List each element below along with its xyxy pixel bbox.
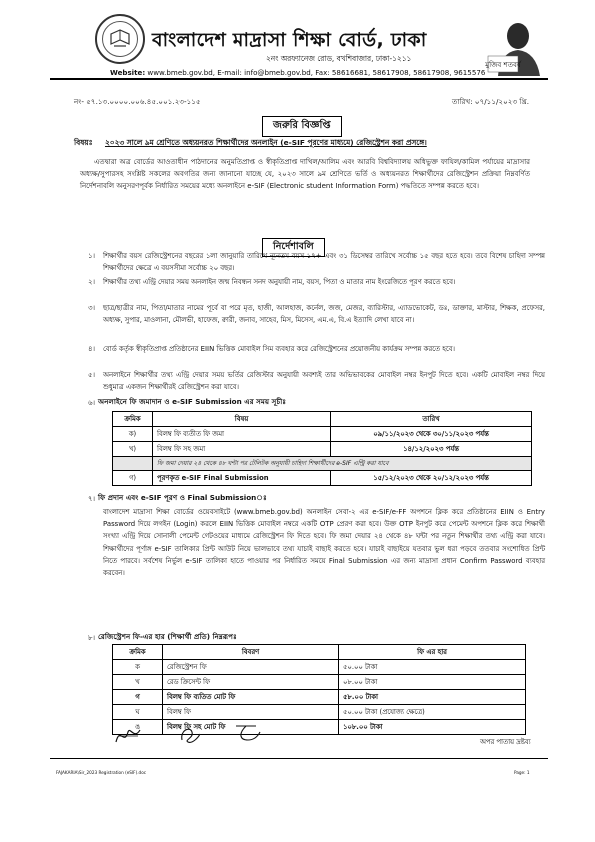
board-seal-icon	[95, 14, 145, 64]
board-address: ২নং অরফ্যানেজ রোড, বখশিবাজার, ঢাকা-১২১১	[266, 54, 412, 63]
memo-date: তারিখ: ০৭/১১/২০২৩ খ্রি.	[452, 97, 530, 106]
notice-heading: জরুরি বিজ্ঞপ্তি	[262, 116, 342, 137]
row-rate: ৫০.০০ টাকা (প্রযোজ্য ক্ষেত্রে)	[339, 705, 526, 720]
column-header: তারিখ	[331, 412, 532, 427]
instruction-item: শিক্ষার্থীর তথ্য এন্ট্রি দেয়ার সময় অনলাইন জন্ম নিবন্ধন সনদ অনুযায়ী নাম, বয়স, পিতা ও মাতার নাম ইংরেজিতে পূরণ করতে হবে।	[103, 278, 456, 286]
book-emblem-icon	[107, 26, 133, 52]
row-subject: বিলম্ব ফি ব্যতীত ফি জমা	[153, 427, 331, 442]
row-rate: ৫০.০০ টাকা	[339, 660, 526, 675]
column-header: বিষয়	[153, 412, 331, 427]
svg-text:মুজিব শতবর্ষ: মুজিব শতবর্ষ	[485, 61, 521, 69]
table-row	[113, 720, 526, 735]
instruction-item: শিক্ষার্থীর বয়স রেজিস্ট্রেশনের বছরের ১লা জানুয়ারি তারিখে ন্যূনতম বয়স ১৭+ এবং ৩১ ডিসেম্বর তারিখে সর্বোচ্চ ১৫ বছর হতে হবে। তবে বিশেষ চাহিদা সম্পন্ন শিক্ষার্থীদের ক্ষেত্রে এ বয়সসীমা সর্বোচ্চ ২০ বছর।	[103, 252, 545, 273]
schedule-heading: অনলাইনে ফি জমাদান ও e-SIF Submission এর সময় সূচীঃ	[98, 397, 287, 406]
row-date: ১৫/১২/২০২৩ থেকে ২০/১২/২০২৩ পর্যন্ত	[331, 471, 532, 486]
instruction-item: বোর্ড কর্তৃক স্বীকৃতিপ্রাপ্ত প্রতিষ্ঠানের EIIN ভিত্তিক মোবাইল সিম ব্যবহার করে রেজিস্ট্রেশনের প্রয়োজনীয় কার্যক্রম সম্পন্ন করতে হবে।	[103, 345, 455, 353]
table-note-row	[113, 457, 532, 471]
subject-label: বিষয়ঃ	[74, 138, 93, 147]
instruction-item: ছাত্র/ছাত্রীর নাম, পিতা/মাতার নামের পূর্বে বা পরে মৃত, হাজী, আলহাজ, কর্নেল, জজ, মেজর, ব্যারিস্টার, এ্যাডভোকেট, ডঃ, ডাক্তার, মাস্টার, শিক্ষক, প্রফেসর, অধ্যক্ষ, সুপার, মাওলানা, মৌলভী, হাফেজ, ক্বারী, জনাব, সাহেব, মিস, মিসেস, এম.এ, বি.এ ইত্যাদি লেখা যাবে না।	[103, 304, 545, 325]
item-number: ৩।	[88, 304, 96, 312]
fee-payment-paragraph: বাংলাদেশ মাদ্রাসা শিক্ষা বোর্ডের ওয়েবসাইটে (www.bmeb.gov.bd) অনলাইন সেবা-২ এর e-SIF/e-FF অপশনে ক্লিক করে প্রতিষ্ঠানের EIIN ও Entry Password দিয়ে লগইন (Login) করলে EIIN ভিত্তিক মোবাইল নম্বরে একটি OTP প্রেরণ করা হবে। উক্ত OTP ইনপুট করে পেমেন্ট অপশনে ক্লিক করে শিক্ষার্থী সংখ্যা এন্ট্রি দিয়ে সোনালী পেমেন্ট গেটওয়ের মাধ্যমে রেজিস্ট্রেশন ফি দিতে হবে। ফি জমা দেয়ার ২৪ থেকে ৪৮ ঘন্টা পর নতুন শিক্ষার্থীর তথ্য এন্ট্রি করা যাবে। শিক্ষার্থীদের পূর্ণাঙ্গ e-SIF তালিকার প্রিন্ট আউট নিয়ে ভালভাবে তথ্য যাচাই বাছাই করতে হবে। যাচাই বাছাইয়ে যতবার ভুল ধরা পড়বে ততবার সংশোধিত প্রিন্ট নিতে পারবে। সর্বশেষ নির্ভুল e-SIF তালিকা হাতে পাওয়ার পর নির্ধারিত সময়ে Final Submission এর জন্য মাদ্রাসা প্রধান Confirm Password ব্যবহার করবেন।	[103, 508, 545, 578]
intro-paragraph: এতদ্বারা অত্র বোর্ডের আওতাধীন পাঠদানের অনুমতিপ্রাপ্ত ও স্বীকৃতিপ্রাপ্ত দাখিল/আলিম এবং আরবি বিশ্ববিদ্যালয় অধিভুক্ত ফাযিল/কামিল পর্যায়ের মাদ্রাসার অধ্যক্ষ/সুপারসহ সংশ্লিষ্ট সকলের অবগতির জন্য জানানো যাচ্ছে যে, ২০২৩ সালে ৯ম শ্রেণিতে ভর্তি ও অধ্যয়নরত শিক্ষার্থীদের রেজিস্ট্রেশন প্রক্রিয়া নিম্নবর্ণিত নির্দেশনাবলি অনুসরণপূর্বক নির্ধারিত সময়ের মধ্যে অনলাইনে e-SIF (Electronic student Information Form) পদ্ধতিতে সম্পন্ন করতে হবে।	[80, 158, 530, 191]
subject-text: ২০২৩ সালে ৯ম শ্রেণিতে অধ্যয়নরত শিক্ষার্থীদের অনলাইন (e-SIF পূরণের মাধ্যমে) রেজিস্ট্রেশন করা প্রসঙ্গে।	[104, 138, 427, 147]
table-row	[113, 705, 526, 720]
table-row	[113, 675, 526, 690]
row-subject: বিলম্ব ফি সহ জমা	[153, 442, 331, 457]
footer-divider	[50, 758, 548, 759]
column-header: ক্রমিক	[113, 412, 153, 427]
item-number: ১।	[88, 252, 96, 260]
row-date: ০৯/১১/২০২৩ থেকে ৩০/১১/২০২৩ পর্যন্ত	[331, 427, 532, 442]
column-header: ক্রমিক	[113, 645, 163, 660]
instruction-item: অনলাইনে শিক্ষার্থীর তথ্য এন্ট্রি দেয়ার সময় ভর্তির রেজিস্টার অনুযায়ী অবশ্যই তার অভিভাবকের মোবাইল নম্বর ইনপুট দিতে হবে। একটি মোবাইল নম্বর দিয়ে শুধুমাত্র একজন শিক্ষার্থীরই রেজিস্ট্রেশন করা যাবে।	[103, 371, 545, 392]
signature-mark-3	[230, 720, 266, 746]
item-number: ৪।	[88, 345, 96, 353]
row-description: বিলম্ব ফি	[163, 705, 339, 720]
board-contact: Website: www.bmeb.gov.bd, E-mail: info@bmeb.gov.bd, Fax: 58616681, 58617908, 58617908, 9615576	[110, 68, 486, 77]
row-serial: ক	[113, 660, 163, 675]
row-serial: গ	[113, 690, 163, 705]
column-header: ফি এর হার	[339, 645, 526, 660]
item-number: ৮।	[88, 634, 96, 642]
item-number: ৬।	[88, 399, 96, 407]
row-serial: ক)	[113, 427, 153, 442]
row-serial: খ	[113, 675, 163, 690]
table-row	[113, 690, 526, 705]
column-header: বিবরণ	[163, 645, 339, 660]
row-rate: ৫৮.০০ টাকা	[339, 690, 526, 705]
row-rate: ১০৮.০০ টাকা	[339, 720, 526, 735]
table-header-row	[113, 645, 526, 660]
row-subject: পূরণকৃত e-SIF Final Submission	[153, 471, 331, 486]
row-description: রেড ক্রিসেন্ট ফি	[163, 675, 339, 690]
row-rate: ০৮.০০ টাকা	[339, 675, 526, 690]
item-number: ৫।	[88, 371, 96, 379]
mujib-centenary-portrait-icon	[484, 14, 548, 78]
continued-overleaf-note: অপর পাতায় দ্রষ্টব্য	[480, 738, 531, 746]
fee-payment-heading: ফি প্রদান এবং e-SIF পূরণ ও Final Submissionঃ	[98, 493, 267, 502]
fees-table	[112, 644, 526, 735]
table-header-row	[113, 412, 532, 427]
board-title: বাংলাদেশ মাদ্রাসা শিক্ষা বোর্ড, ঢাকা	[152, 29, 427, 51]
row-serial: গ)	[113, 471, 153, 486]
instructions-heading: নির্দেশাবলি	[262, 238, 325, 257]
row-description: বিলম্ব ফি ব্যতিত মোট ফি	[163, 690, 339, 705]
fees-heading: রেজিস্ট্রেশন ফি-এর হার (শিক্ষার্থী প্রতি) নিম্নরূপঃ	[98, 632, 237, 641]
row-note: ফি জমা দেয়ার ২৪ থেকে ৪৮ ঘন্টা পর টেলিটক অনুযায়ী চাহিদা শিক্ষার্থীদের e-SIF এন্ট্রি করা যাবে	[153, 457, 532, 471]
row-description: রেজিস্ট্রেশন ফি	[163, 660, 339, 675]
table-row	[113, 471, 532, 486]
table-row	[113, 660, 526, 675]
row-serial: ঘ	[113, 705, 163, 720]
row-description: বিলম্ব ফি সহ মোট ফি	[163, 720, 339, 735]
footer-page-number: Page: 1	[514, 770, 530, 775]
memo-number: নং- ৫৭.১৩.০০০০.০০৬.৪৫.০০১.২৩-১১৫	[74, 97, 201, 106]
footer-file-path: FAJAKARIA\Sir_2023 Registration (eSIF).doc	[56, 770, 147, 775]
row-serial: ঙ	[113, 720, 163, 735]
header-divider	[50, 78, 548, 80]
signature-mark-2	[176, 722, 204, 746]
schedule-table	[112, 411, 532, 486]
item-number: ২।	[88, 278, 96, 286]
table-row	[113, 427, 532, 442]
signature-mark-1	[112, 722, 144, 748]
item-number: ৭।	[88, 495, 96, 503]
subject-line	[74, 138, 427, 150]
row-date: ১৪/১২/২০২৩ পর্যন্ত	[331, 442, 532, 457]
row-serial: খ)	[113, 442, 153, 457]
table-row	[113, 442, 532, 457]
